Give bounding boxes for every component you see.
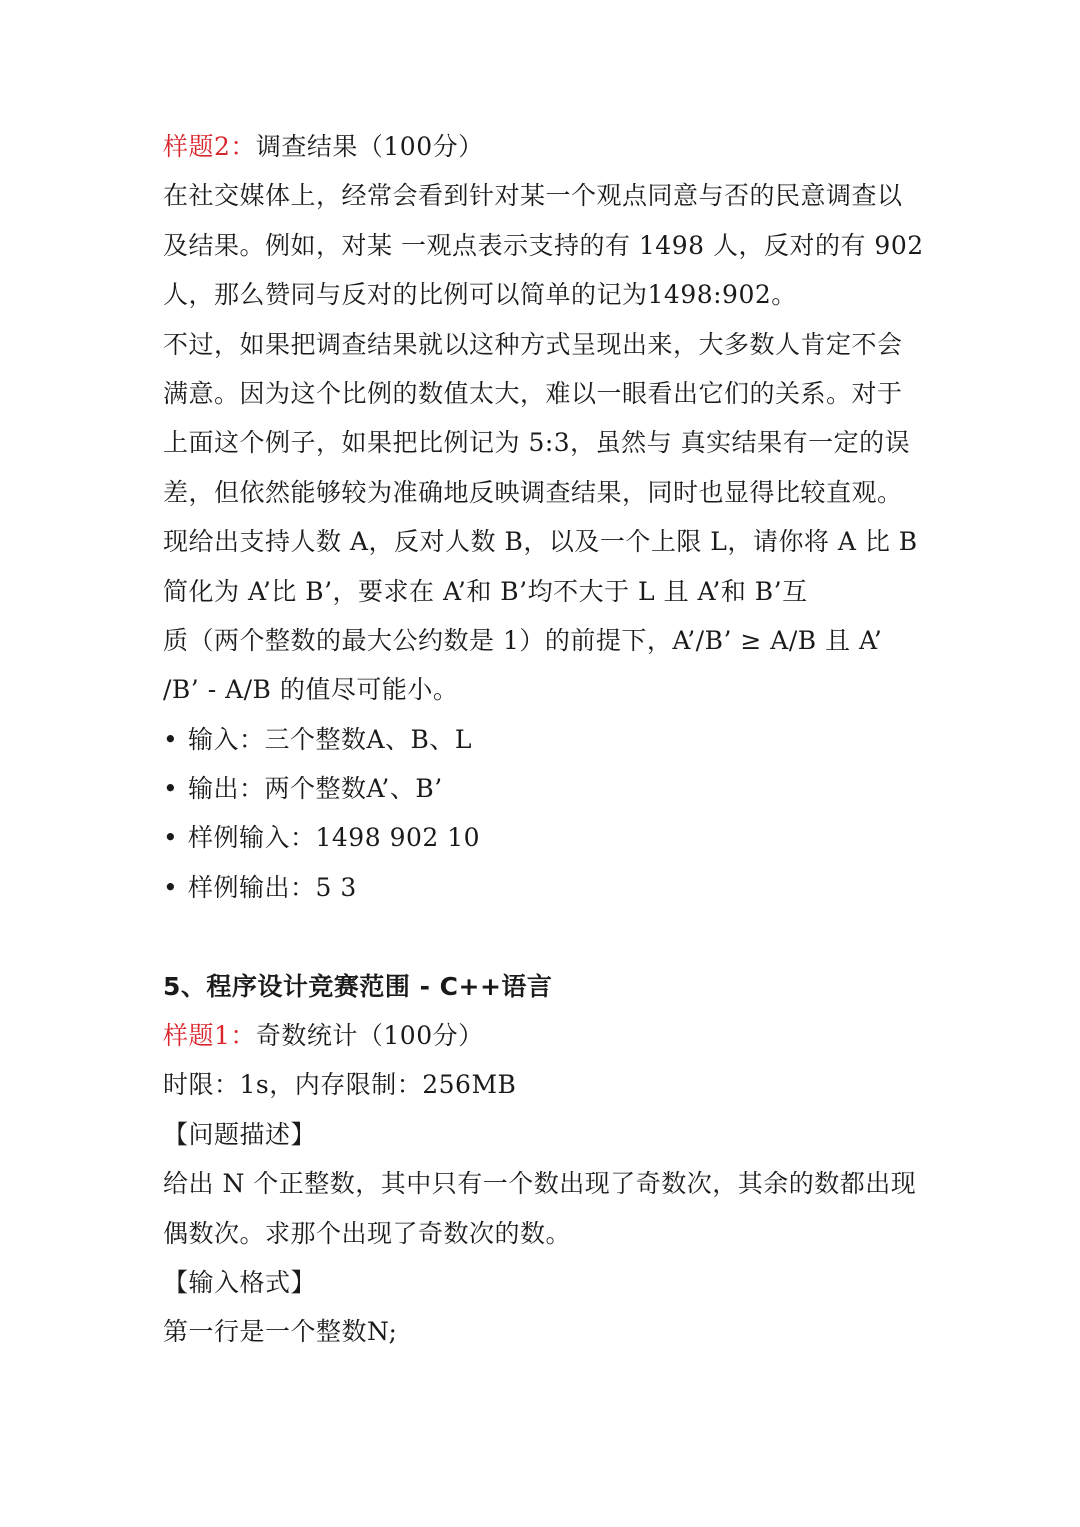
paragraph-line: 质（两个整数的最大公约数是 1）的前提下，A’/B’ ≥ A/B 且 A’ — [163, 625, 883, 655]
paragraph-line: 现给出支持人数 A，反对人数 B，以及一个上限 L，请你将 A 比 B — [163, 527, 918, 557]
sample-1-title — [163, 1011, 923, 1060]
paragraph-line: 简化为 A’比 B’，要求在 A’和 B’均不大于 L 且 A’和 B’互 — [163, 576, 808, 606]
sample-2-title-text: 调查结果（100分） — [255, 132, 484, 161]
problem-label: 【问题描述】 — [163, 1119, 317, 1149]
bullet-item — [163, 813, 923, 862]
section-gap — [163, 912, 923, 961]
bullet-item — [163, 863, 923, 912]
paragraph-line: 不过，如果把调查结果就以这种方式呈现出来，大多数人肯定不会 — [163, 329, 903, 359]
paragraph-line: /B’ - A/B 的值尽可能小。 — [163, 675, 459, 705]
sample-2-title — [163, 122, 923, 171]
input-label: 【输入格式】 — [163, 1267, 317, 1297]
bullet-item — [163, 764, 923, 813]
paragraph-line: 偶数次。求那个出现了奇数次的数。 — [163, 1218, 572, 1248]
sample-2-prefix: 样题2： — [163, 132, 256, 161]
limits-line: 时限：1s，内存限制：256MB — [163, 1070, 517, 1100]
paragraph-line: 给出 N 个正整数，其中只有一个数出现了奇数次，其余的数都出现 — [163, 1169, 917, 1199]
sample-1-prefix: 样题1： — [163, 1021, 256, 1051]
bullet-icon: • — [163, 872, 179, 902]
paragraph-line: 差，但依然能够较为准确地反映调查结果，同时也显得比较直观。 — [163, 477, 903, 507]
bullet-text: 输出：两个整数A’、B’ — [188, 774, 443, 804]
paragraph-line: 人，那么赞同与反对的比例可以简单的记为1498:902。 — [163, 280, 797, 310]
paragraph-line: 在社交媒体上，经常会看到针对某一个观点同意与否的民意调查以 — [163, 181, 903, 211]
paragraph-line: 及结果。例如，对某 一观点表示支持的有 1498 人，反对的有 902 — [163, 230, 924, 260]
paragraph-line: 第一行是一个整数N; — [163, 1317, 398, 1347]
bullet-text: 输入：三个整数A、B、L — [188, 724, 473, 754]
section-heading: 5、程序设计竞赛范围 - C++语言 — [163, 971, 553, 1001]
bullet-icon: • — [163, 724, 179, 754]
document-page — [163, 122, 923, 1357]
bullet-icon: • — [163, 774, 179, 804]
bullet-item — [163, 715, 923, 764]
bullet-icon: • — [163, 823, 179, 853]
paragraph-line: 上面这个例子，如果把比例记为 5:3，虽然与 真实结果有一定的误 — [163, 428, 911, 458]
paragraph-line: 满意。因为这个比例的数值太大，难以一眼看出它们的关系。对于 — [163, 378, 903, 408]
sample-1-title-text: 奇数统计（100分） — [255, 1021, 484, 1051]
bullet-text: 样例输入：1498 902 10 — [188, 823, 481, 853]
bullet-text: 样例输出：5 3 — [188, 872, 357, 902]
